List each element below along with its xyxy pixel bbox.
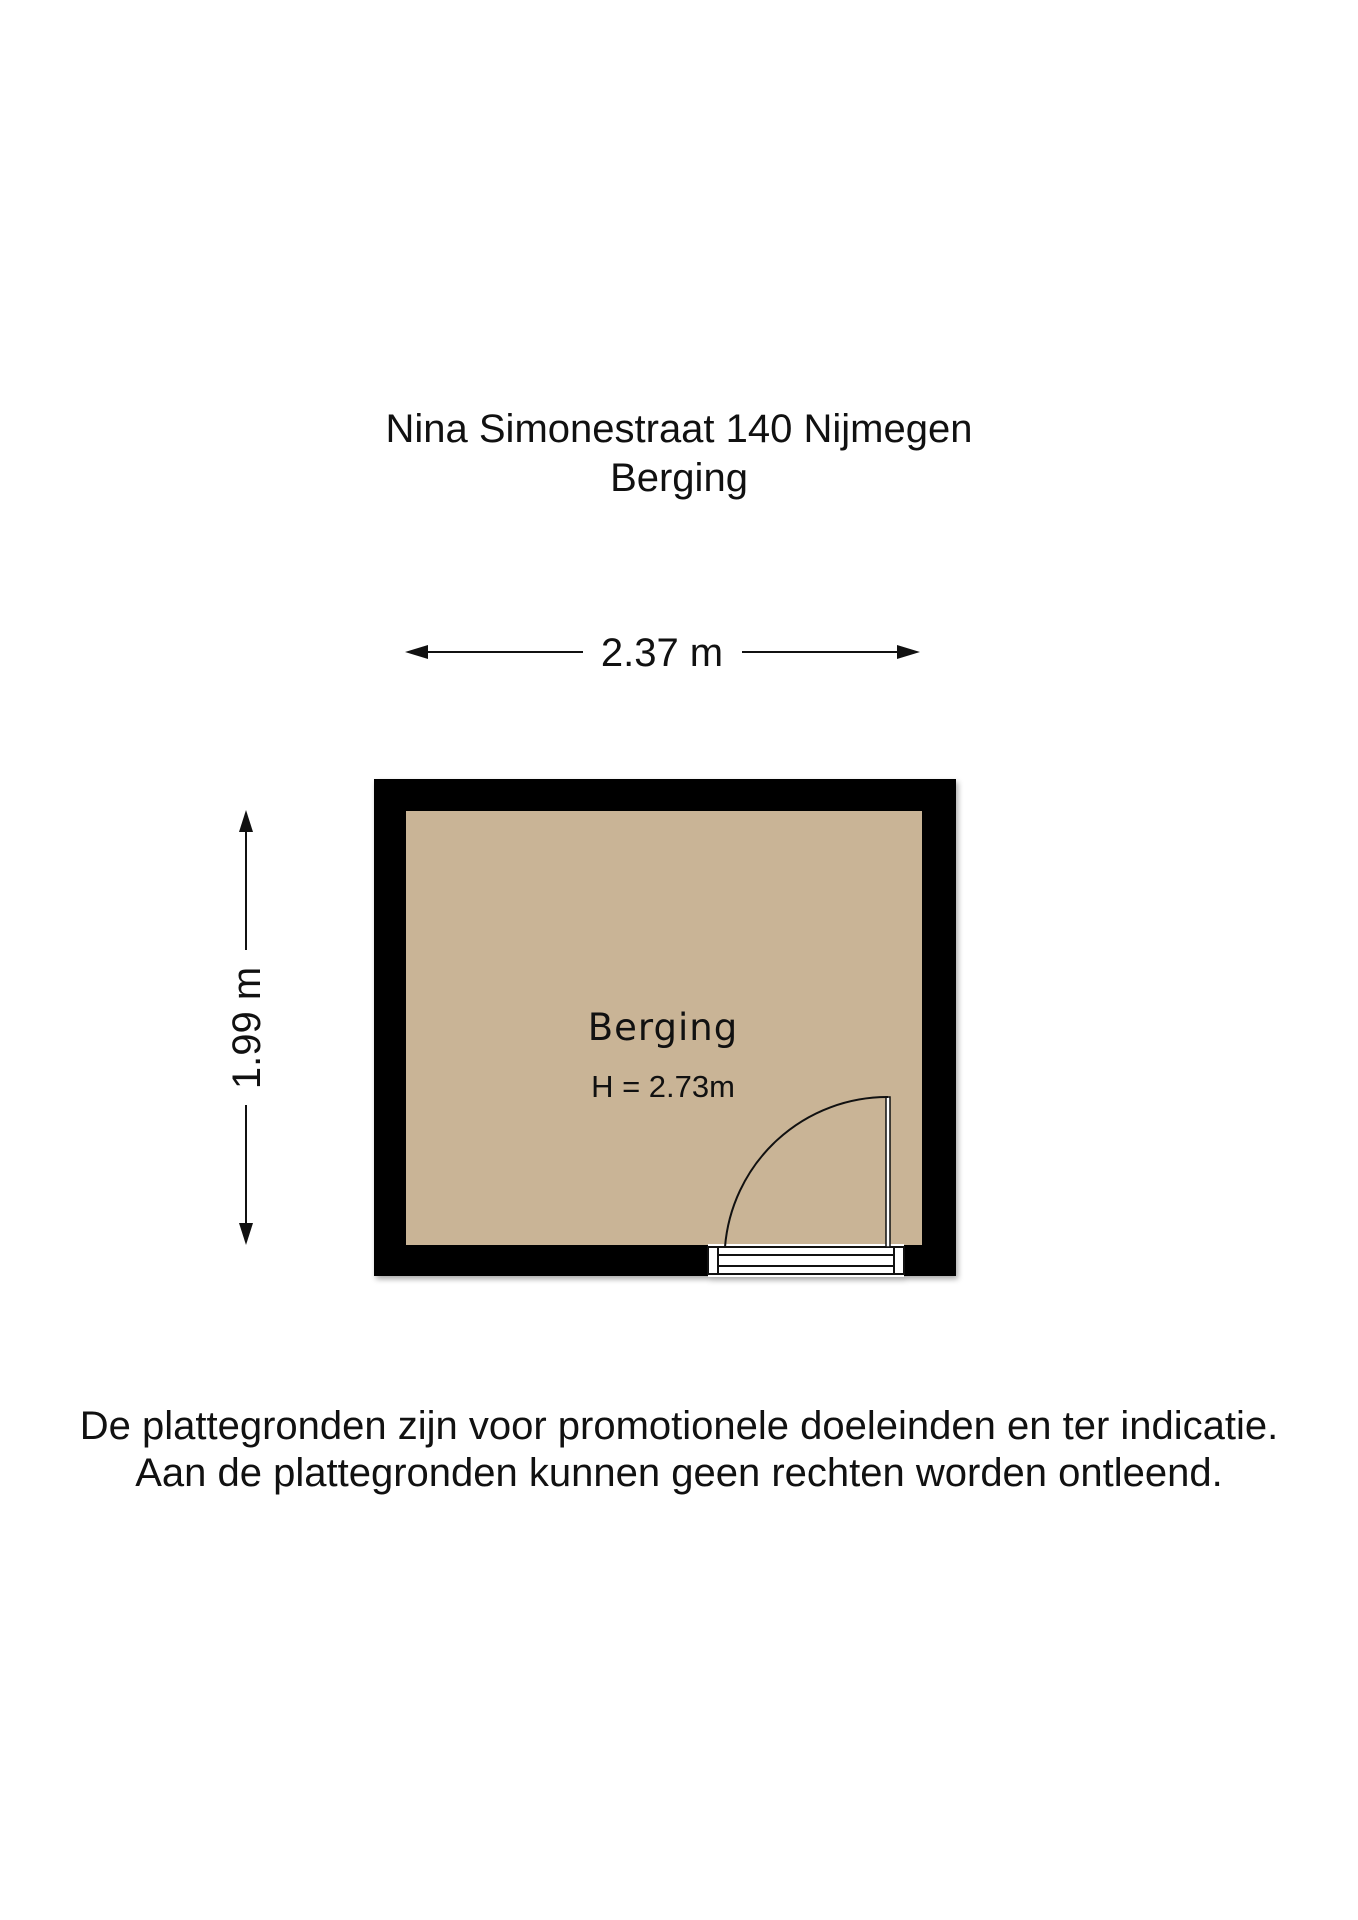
arrow-up-icon xyxy=(239,810,253,832)
room-height-label: H = 2.73m xyxy=(591,1069,735,1104)
arrow-down-icon xyxy=(239,1223,253,1245)
depth-dimension-label: 1.99 m xyxy=(225,966,269,1090)
door-frame xyxy=(708,1247,904,1274)
width-dimension xyxy=(405,631,920,675)
room-name-label: Berging xyxy=(587,1006,739,1049)
arrow-right-icon xyxy=(897,645,920,659)
door-leaf xyxy=(886,1097,890,1247)
depth-dimension xyxy=(225,810,269,1245)
disclaimer xyxy=(0,1403,1358,1497)
floor-label: Berging xyxy=(610,456,748,500)
disclaimer-line-2: Aan de plattegronden kunnen geen rechten worden ontleend. xyxy=(135,1451,1223,1495)
disclaimer-line-1: De plattegronden zijn voor promotionele doeleinden en ter indicatie. xyxy=(79,1404,1279,1448)
arrow-left-icon xyxy=(405,645,428,659)
address-label: Nina Simonestraat 140 Nijmegen xyxy=(385,407,973,451)
width-dimension-label: 2.37 m xyxy=(600,631,724,675)
